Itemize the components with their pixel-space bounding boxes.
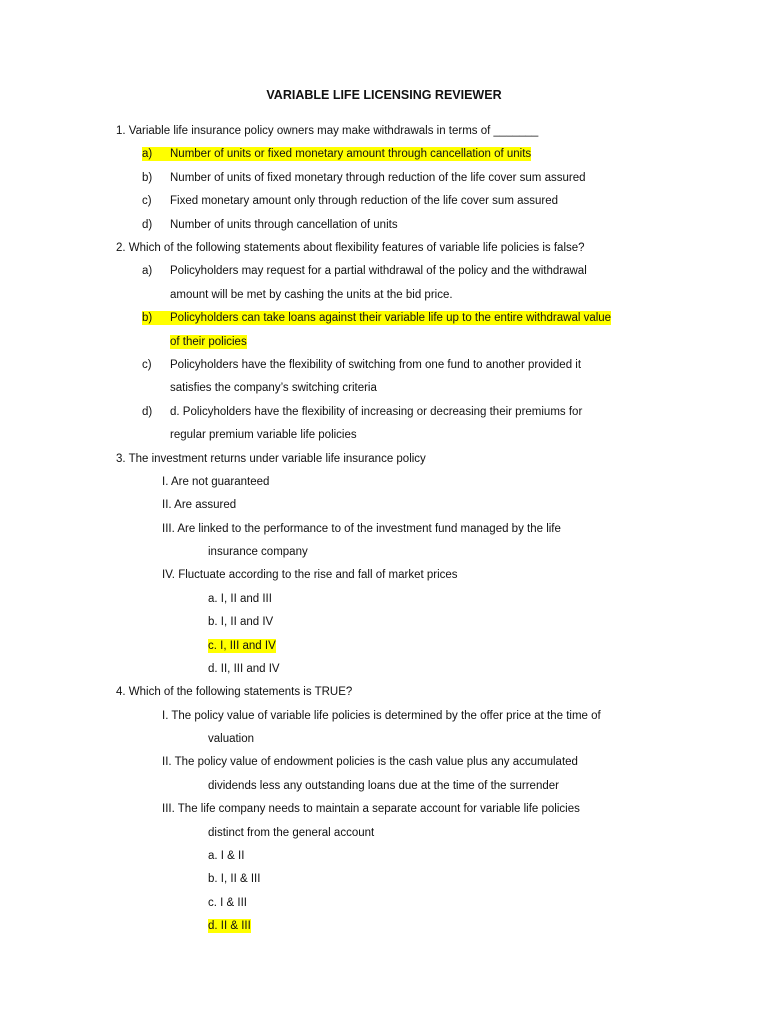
q3-statement-4: IV. Fluctuate according to the rise and fall of market prices [162,569,458,581]
q2-option-b-line2: of their policies [170,336,247,348]
question-3-stem: 3. The investment returns under variable life insurance policy [116,453,426,465]
q2-option-c-line2: satisfies the company’s switching criteria [170,382,377,394]
q2-option-c-line1: Policyholders have the flexibility of switching from one fund to another provided it [170,359,582,371]
question-1-stem: 1. Variable life insurance policy owners may make withdrawals in terms of _______ [116,125,539,137]
q1-option-b-text: Number of units of fixed monetary through reduction of the life cover sum assured [170,172,586,184]
q4-choice-d: d. II & III [208,920,251,932]
q3-choice-d: d. II, III and IV [208,663,280,675]
q3-choice-b: b. I, II and IV [208,616,274,628]
q1-option-c-text: Fixed monetary amount only through reduction of the life cover sum assured [170,195,559,207]
q4-statement-1-cont: valuation [208,733,255,745]
q1-option-c-letter: c) [142,195,152,207]
question-4-stem: 4. Which of the following statements is TRUE? [116,686,353,698]
q1-option-d-letter: d) [142,219,153,231]
q2-option-b-letter: b) [142,311,170,325]
q4-statement-1: I. The policy value of variable life policies is determined by the offer price at the time of [162,710,601,722]
q3-statement-3: III. Are linked to the performance to of the investment fund managed by the life [162,523,561,535]
page-title: VARIABLE LIFE LICENSING REVIEWER [266,88,502,102]
q4-statement-3: III. The life company needs to maintain a separate account for variable life policies [162,803,580,815]
q4-statement-2-cont: dividends less any outstanding loans due at the time of the surrender [208,780,559,792]
q2-option-a-line2: amount will be met by cashing the units at the bid price. [170,289,453,301]
q2-option-d-line2: regular premium variable life policies [170,429,357,441]
q2-option-d-line1: d. Policyholders have the flexibility of increasing or decreasing their premiums for [170,406,583,418]
question-2-stem: 2. Which of the following statements about flexibility features of variable life policies is false? [116,242,585,254]
q2-option-a-line1: Policyholders may request for a partial withdrawal of the policy and the withdrawal [170,265,587,277]
q2-option-a-letter: a) [142,265,153,277]
q3-statement-1: I. Are not guaranteed [162,476,270,488]
q4-statement-2: II. The policy value of endowment policies is the cash value plus any accumulated [162,756,578,768]
q1-option-a-text: Number of units or fixed monetary amount through cancellation of units [170,148,532,160]
q3-choice-c: c. I, III and IV [208,640,276,652]
q2-option-d-letter: d) [142,406,153,418]
q2-option-c-letter: c) [142,359,152,371]
q1-option-d-text: Number of units through cancellation of units [170,219,398,231]
q1-option-b-letter: b) [142,172,153,184]
q3-statement-2: II. Are assured [162,499,237,511]
q4-choice-b: b. I, II & III [208,873,261,885]
q1-option-a-letter: a) [142,147,170,161]
q3-statement-3-cont: insurance company [208,546,308,558]
q4-choice-c: c. I & III [208,897,247,909]
q2-option-b-line1: Policyholders can take loans against their variable life up to the entire withdrawal value [170,312,612,324]
q3-choice-a: a. I, II and III [208,593,272,605]
q4-choice-a: a. I & II [208,850,245,862]
q4-statement-3-cont: distinct from the general account [208,827,375,839]
